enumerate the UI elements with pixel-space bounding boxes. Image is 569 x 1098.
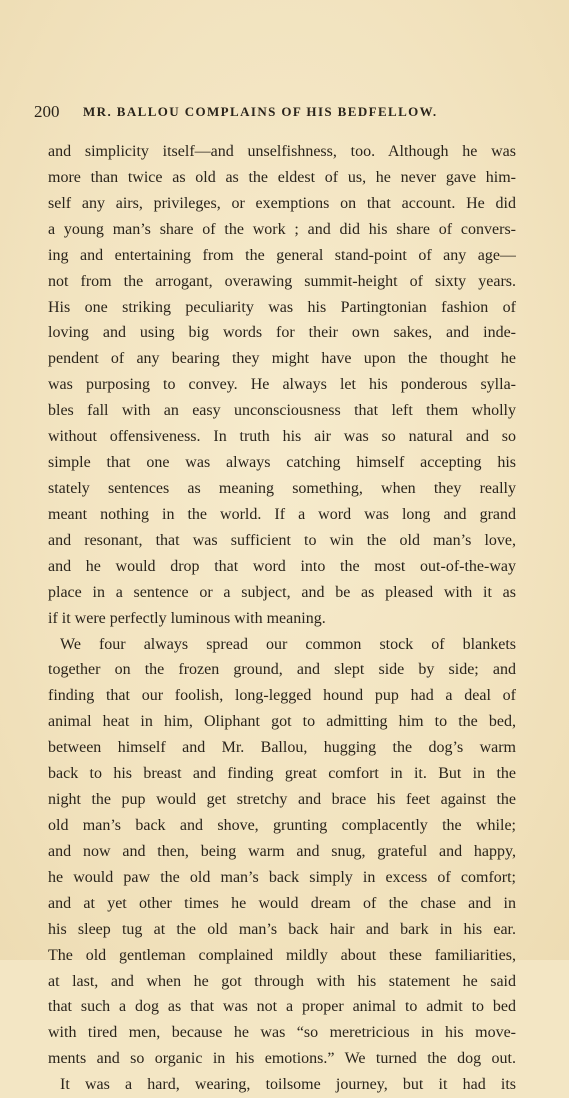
text-line: simple that one was always catching himself accepting his [48, 454, 516, 472]
text-line: back to his breast and finding great comfort in it. But in the [48, 765, 516, 783]
text-line: self any airs, privileges, or exemptions on that account. He did [48, 194, 516, 212]
text-line: His one striking peculiarity was his Partingtonian fashion of [48, 298, 516, 316]
text-line: stately sentences as meaning something, when they really [48, 479, 516, 497]
text-line: and at yet other times he would dream of the chase and in [48, 894, 516, 912]
page-header [34, 102, 534, 126]
text-line: a young man’s share of the work ; and did his share of convers- [48, 220, 516, 238]
text-line: meant nothing in the world. If a word was long and grand [48, 505, 516, 523]
text-line: more than twice as old as the eldest of us, he never gave him- [48, 168, 516, 186]
text-line: old man’s back and shove, grunting complacently the while; [48, 816, 516, 834]
text-line: was purposing to convey. He always let his ponderous sylla- [48, 376, 516, 394]
text-line: between himself and Mr. Ballou, hugging the dog’s warm [48, 739, 516, 757]
text-line: together on the frozen ground, and slept side by side; and [48, 661, 516, 679]
text-line: loving and using big words for their own sakes, and inde- [48, 324, 516, 342]
text-line: if it were perfectly luminous with meaning. [48, 609, 326, 627]
text-line: he would paw the old man’s back simply in excess of comfort; [48, 868, 516, 886]
text-line: and simplicity itself—and unselfishness, too. Although he was [48, 143, 516, 160]
text-line: and resonant, that was sufficient to win the old man’s love, [48, 531, 516, 549]
text-line: place in a sentence or a subject, and be as pleased with it as [48, 583, 516, 601]
text-line: with tired men, because he was “so meretricious in his move- [48, 1024, 516, 1042]
text-line: ing and entertaining from the general stand-point of any age— [48, 246, 516, 264]
text-line: We four always spread our common stock of blankets [60, 635, 516, 653]
text-line: and now and then, being warm and snug, grateful and happy, [48, 842, 516, 860]
text-line: It was a hard, wearing, toilsome journey, but it had its [60, 1076, 516, 1094]
text-line: finding that our foolish, long-legged hound pup had a deal of [48, 687, 516, 705]
text-line: night the pup would get stretchy and brace his feet against the [48, 791, 516, 809]
text-line: at last, and when he got through with his statement he said [48, 972, 516, 990]
text-line: ments and so organic in his emotions.” We turned the dog out. [48, 1050, 516, 1068]
text-line: that such a dog as that was not a proper animal to admit to bed [48, 998, 516, 1016]
body-text [48, 139, 516, 1098]
page-number: 200 [34, 102, 60, 121]
text-line: bles fall with an easy unconsciousness that left them wholly [48, 402, 516, 420]
text-line: without offensiveness. In truth his air was so natural and so [48, 428, 516, 446]
running-title: MR. BALLOU COMPLAINS OF HIS BEDFELLOW. [83, 104, 438, 119]
text-line: The old gentleman complained mildly about these familiarities, [48, 946, 516, 964]
text-line: animal heat in him, Oliphant got to admitting him to the bed, [48, 713, 516, 731]
text-line: his sleep tug at the old man’s back hair and bark in his ear. [48, 920, 516, 938]
text-line: pendent of any bearing they might have upon the thought he [48, 350, 516, 368]
text-line: and he would drop that word into the most out-of-the-way [48, 557, 516, 575]
text-line: not from the arrogant, overawing summit-height of sixty years. [48, 272, 516, 290]
